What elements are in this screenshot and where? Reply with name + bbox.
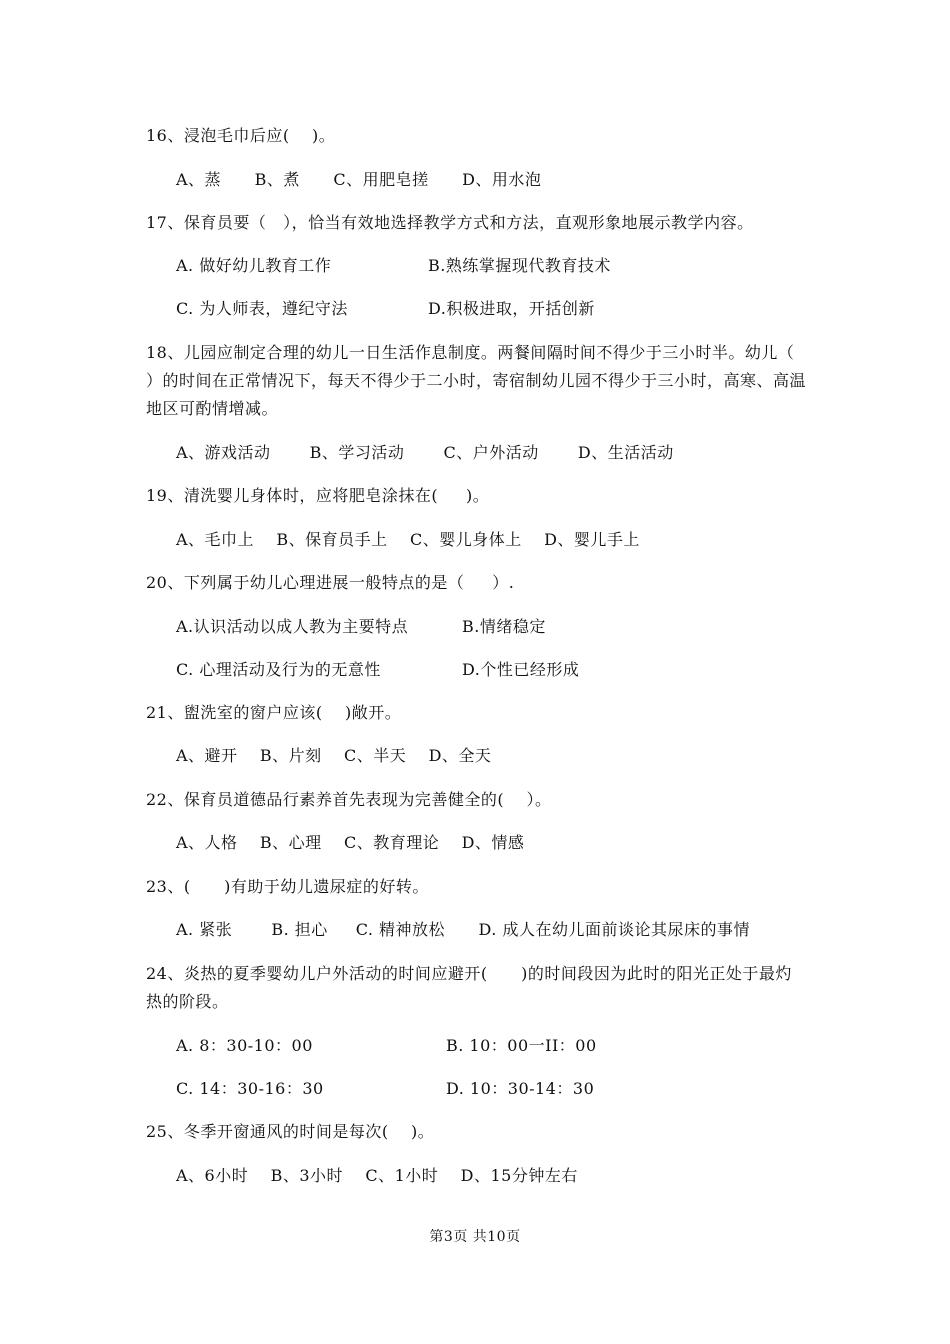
question-20-option-d: D.个性已经形成 (462, 660, 580, 679)
question-24-stem-line-1: 24、炎热的夏季婴幼儿户外活动的时间应避开( )的时间段因为此时的阳光正处于最灼 (146, 964, 792, 983)
question-20-stem: 20、下列属于幼儿心理进展一般特点的是（ ）. (146, 573, 515, 592)
question-20-option-c: C. 心理活动及行为的无意性 (176, 660, 381, 679)
question-21-options: A、避开 B、片刻 C、半天 D、全天 (176, 746, 492, 765)
question-24-option-c: C. 14：30-16：30 (176, 1079, 324, 1098)
question-25-stem: 25、冬季开窗通风的时间是每次( )。 (146, 1122, 435, 1141)
question-18-stem-line-2: ）的时间在正常情况下，每天不得少于二小时，寄宿制幼儿园不得少于三小时，高寒、高温 (146, 371, 807, 390)
question-23-stem: 23、( )有助于幼儿遗尿症的好转。 (146, 877, 429, 896)
page-number-footer: 第3页 共10页 (429, 1229, 521, 1245)
question-22-options: A、人格 B、心理 C、教育理论 D、情感 (176, 833, 525, 852)
question-19-stem: 19、清洗婴儿身体时，应将肥皂涂抹在( )。 (146, 486, 490, 505)
question-17-option-c: C. 为人师表，遵纪守法 (176, 299, 348, 318)
question-21-stem: 21、盥洗室的窗户应该( )敞开。 (146, 703, 402, 722)
question-20-option-a: A.认识活动以成人教为主要特点 (176, 617, 409, 636)
question-24-option-a: A. 8：30-10：00 (176, 1036, 313, 1055)
question-24-option-d: D. 10：30-14：30 (446, 1079, 595, 1098)
question-16-stem: 16、浸泡毛巾后应( )。 (146, 126, 336, 145)
question-22-stem: 22、保育员道德品行素养首先表现为完善健全的( ）。 (146, 790, 552, 809)
question-17-option-a: A. 做好幼儿教育工作 (176, 256, 332, 275)
question-16-options: A、蒸 B、煮 C、用肥皂搓 D、用水泡 (176, 170, 542, 189)
question-18-options: A、游戏活动 B、学习活动 C、户外活动 D、生活活动 (176, 443, 674, 462)
question-23-options: A. 紧张 B. 担心 C. 精神放松 D. 成人在幼儿面前谈论其尿床的事情 (176, 920, 750, 939)
question-17-option-d: D.积极进取，开括创新 (428, 299, 595, 318)
question-24-stem-line-2: 热的阶段。 (146, 992, 229, 1011)
question-18-stem-line-1: 18、儿园应制定合理的幼儿一日生活作息制度。两餐间隔时间不得少于三小时半。幼儿（ (146, 343, 795, 362)
question-17-stem: 17、保育员要（ ），恰当有效地选择教学方式和方法，直观形象地展示教学内容。 (146, 213, 754, 232)
question-18-stem-line-3: 地区可酌情增减。 (146, 399, 279, 418)
question-24-option-b: B. 10：00一II：00 (446, 1036, 597, 1055)
question-17-option-b: B.熟练掌握现代教育技术 (428, 256, 611, 275)
question-20-option-b: B.情绪稳定 (462, 617, 546, 636)
question-25-options: A、6小时 B、3小时 C、1小时 D、15分钟左右 (176, 1166, 578, 1185)
question-19-options: A、毛巾上 B、保育员手上 C、婴儿身体上 D、婴儿手上 (176, 530, 640, 549)
